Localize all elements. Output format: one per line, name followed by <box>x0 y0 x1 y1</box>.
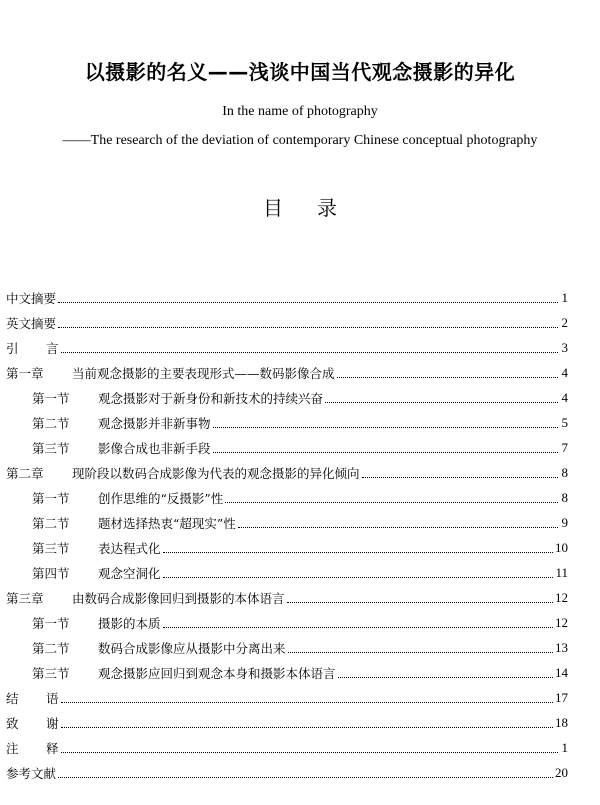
toc-heading <box>0 192 600 221</box>
toc-page-number: 12 <box>555 614 568 630</box>
toc-entry-title <box>32 489 223 507</box>
toc-page-number: 5 <box>561 414 568 430</box>
toc-dot-leader <box>225 502 558 503</box>
toc-section-title: 创作思维的“反摄影”性 <box>98 490 224 506</box>
toc-heading-char-1: 目 <box>263 196 283 220</box>
toc-page-number: 4 <box>561 389 568 405</box>
toc-entry-title-char-2: 语 <box>46 690 59 706</box>
toc-page-number: 8 <box>561 464 568 480</box>
toc-page-number: 1 <box>561 289 568 305</box>
toc-entry-title-char-1: 致 <box>6 715 19 731</box>
toc-chapter-number: 第一章 <box>6 365 44 381</box>
toc-entry-chinese-abstract[interactable] <box>6 285 568 310</box>
toc-entry-conclusion[interactable] <box>6 685 568 710</box>
toc-section-number: 第三节 <box>32 440 70 456</box>
toc-entry-title-char-2: 谢 <box>46 715 59 731</box>
toc-page-number: 8 <box>561 489 568 505</box>
toc-dot-leader <box>58 302 558 303</box>
toc-section-title: 观念摄影对于新身份和新技术的持续兴奋 <box>98 390 324 406</box>
toc-dot-leader <box>58 777 553 778</box>
toc-section-number: 第三节 <box>32 665 70 681</box>
toc-entry-chapter-2[interactable] <box>6 460 568 485</box>
toc-page-number: 9 <box>561 514 568 530</box>
toc-entry-title <box>32 414 211 432</box>
toc-entry-title <box>6 739 59 757</box>
toc-entry-section-3-2[interactable] <box>6 635 568 660</box>
toc-page-number: 13 <box>555 639 568 655</box>
toc-entry-title-char-1: 结 <box>6 690 19 706</box>
toc-entry-title: 中文摘要 <box>6 290 57 306</box>
toc-section-title: 观念空洞化 <box>98 565 161 581</box>
toc-entry-title <box>6 589 285 607</box>
toc-dot-leader <box>61 702 553 703</box>
toc-entry-section-2-1[interactable] <box>6 485 568 510</box>
toc-dot-leader <box>288 652 553 653</box>
toc-heading-char-2: 录 <box>317 196 337 220</box>
toc-dot-leader <box>325 402 558 403</box>
toc-entry-chapter-3[interactable] <box>6 585 568 610</box>
toc-entry-title <box>32 564 161 582</box>
toc-entry-section-1-3[interactable] <box>6 435 568 460</box>
toc-dot-leader <box>58 327 558 328</box>
toc-chapter-number: 第三章 <box>6 590 44 606</box>
toc-section-title: 题材选择热衷“超现实”性 <box>98 515 236 531</box>
toc-dot-leader <box>61 752 558 753</box>
toc-dot-leader <box>337 377 558 378</box>
toc-chapter-title: 由数码合成影像回归到摄影的本体语言 <box>72 590 285 606</box>
toc-section-title: 影像合成也非新手段 <box>98 440 211 456</box>
toc-section-number: 第四节 <box>32 565 70 581</box>
toc-entry-title <box>32 664 336 682</box>
toc-entry-title <box>32 539 161 557</box>
toc-entry-title-char-1: 引 <box>6 340 19 356</box>
toc-dot-leader <box>163 552 553 553</box>
toc-page-number: 1 <box>561 739 568 755</box>
toc-section-title: 观念摄影应回归到观念本身和摄影本体语言 <box>98 665 336 681</box>
toc-page-number: 14 <box>555 664 568 680</box>
toc-section-title: 数码合成影像应从摄影中分离出来 <box>98 640 286 656</box>
toc-section-number: 第二节 <box>32 415 70 431</box>
toc-entry-section-2-2[interactable] <box>6 510 568 535</box>
toc-entry-acknowledgements[interactable] <box>6 710 568 735</box>
toc-entry-introduction[interactable] <box>6 335 568 360</box>
toc-dot-leader <box>362 477 558 478</box>
toc-entry-title <box>32 439 211 457</box>
toc-dot-leader <box>238 527 558 528</box>
toc-entry-section-1-1[interactable] <box>6 385 568 410</box>
toc-dot-leader <box>163 577 554 578</box>
toc-dot-leader <box>213 427 558 428</box>
toc-entry-title <box>32 614 161 632</box>
toc-entry-title-char-1: 注 <box>6 740 19 756</box>
toc-entry-title-char-2: 言 <box>46 340 59 356</box>
toc-entry-references[interactable] <box>6 760 568 785</box>
toc-entry-english-abstract[interactable] <box>6 310 568 335</box>
toc-page-number: 4 <box>561 364 568 380</box>
toc-dot-leader <box>287 602 553 603</box>
toc-section-title: 摄影的本质 <box>98 615 161 631</box>
toc-entry-section-2-3[interactable] <box>6 535 568 560</box>
toc-entry-title <box>6 689 59 707</box>
toc-chapter-number: 第二章 <box>6 465 44 481</box>
toc-entry-chapter-1[interactable] <box>6 360 568 385</box>
toc-entry-section-1-2[interactable] <box>6 410 568 435</box>
toc-entry-title: 参考文献 <box>6 765 57 781</box>
toc-page-number: 12 <box>555 589 568 605</box>
toc-page-number: 20 <box>555 764 568 780</box>
toc-page-number: 3 <box>561 339 568 355</box>
toc-section-number: 第一节 <box>32 390 70 406</box>
toc-page-number: 7 <box>561 439 568 455</box>
toc-section-number: 第三节 <box>32 540 70 556</box>
toc-entry-title-char-2: 释 <box>46 740 59 756</box>
toc-entry-title <box>6 714 59 732</box>
toc-section-number: 第一节 <box>32 615 70 631</box>
toc-entry-section-3-3[interactable] <box>6 660 568 685</box>
toc-entry-title <box>32 639 286 657</box>
toc-section-title: 观念摄影并非新事物 <box>98 415 211 431</box>
toc-dot-leader <box>61 352 558 353</box>
toc-dot-leader <box>163 627 553 628</box>
toc-dot-leader <box>61 727 553 728</box>
toc-page-number: 17 <box>555 689 568 705</box>
toc-entry-title: 英文摘要 <box>6 315 57 331</box>
document-title-en: In the name of photography <box>222 104 378 119</box>
toc-entry-title <box>32 514 236 532</box>
toc-entry-title <box>6 339 59 357</box>
toc-dot-leader <box>213 452 558 453</box>
toc-page-number: 2 <box>561 314 568 330</box>
toc-page-number: 18 <box>555 714 568 730</box>
toc-entry-notes[interactable] <box>6 735 568 760</box>
toc-section-title: 表达程式化 <box>98 540 161 556</box>
toc-page-number: 10 <box>555 539 568 555</box>
toc-entry-section-2-4[interactable] <box>6 560 568 585</box>
toc-entry-title <box>6 364 335 382</box>
toc-entry-title <box>6 464 360 482</box>
toc-chapter-title: 现阶段以数码合成影像为代表的观念摄影的异化倾向 <box>72 465 360 481</box>
toc-dot-leader <box>338 677 553 678</box>
toc-section-number: 第二节 <box>32 640 70 656</box>
toc-entry-section-3-1[interactable] <box>6 610 568 635</box>
table-of-contents <box>6 285 568 785</box>
document-title-cn: 以摄影的名义——浅谈中国当代观念摄影的异化 <box>84 60 516 84</box>
document-subtitle-en: ——The research of the deviation of contemporary Chinese conceptual photography <box>62 133 538 148</box>
toc-page-number: 11 <box>555 564 568 580</box>
toc-entry-title <box>32 389 323 407</box>
toc-chapter-title: 当前观念摄影的主要表现形式——数码影像合成 <box>72 365 335 381</box>
toc-section-number: 第二节 <box>32 515 70 531</box>
toc-section-number: 第一节 <box>32 490 70 506</box>
